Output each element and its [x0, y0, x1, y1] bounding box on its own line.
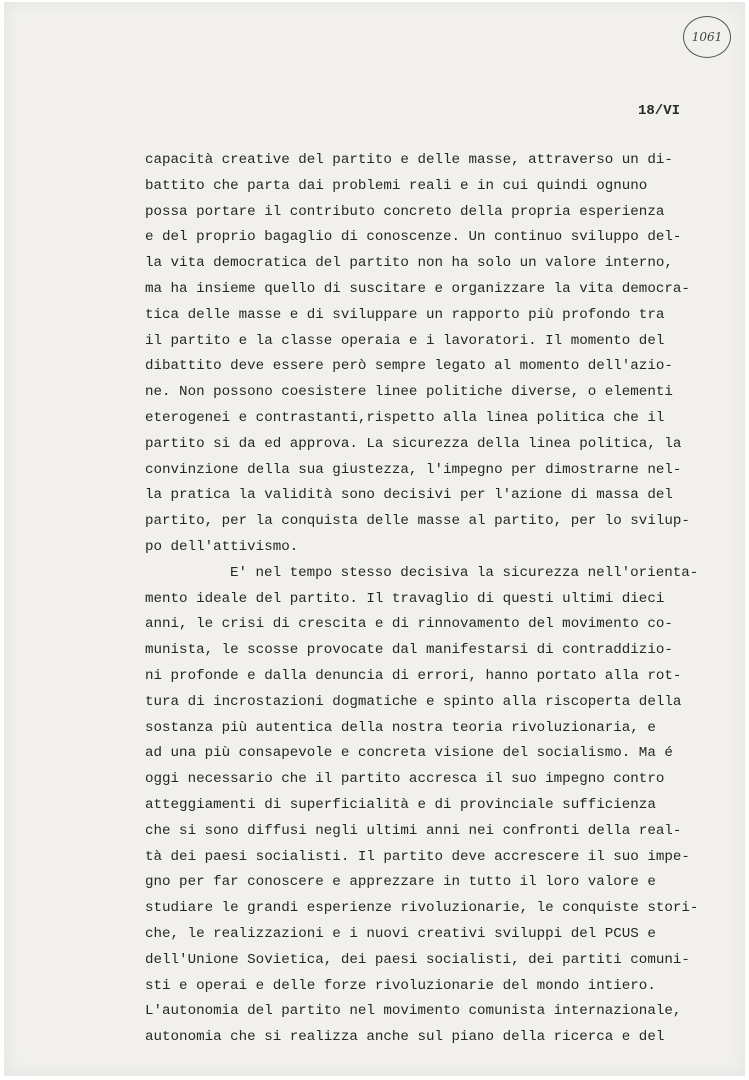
text-line: possa portare il contributo concreto della propria esperienza [145, 203, 665, 220]
text-line: e del proprio bagaglio di conoscenze. Un continuo sviluppo del- [145, 229, 682, 246]
text-line: dibattito deve essere però sempre legato al momento dell'azio- [145, 358, 673, 375]
text-line: la pratica la validità sono decisivi per l'azione di massa del [145, 487, 673, 504]
text-line: partito, per la conquista delle masse al partito, per lo svilup- [145, 513, 690, 530]
text-line: ma ha insieme quello di suscitare e organizzare la vita democra- [145, 280, 690, 297]
text-line: mento ideale del partito. Il travaglio di questi ultimi dieci [145, 590, 665, 607]
text-line: E' nel tempo stesso decisiva la sicurezza nell'orienta- [230, 564, 699, 581]
text-line: dell'Unione Sovietica, dei paesi socialisti, dei partiti comuni- [145, 951, 690, 968]
text-line: che, le realizzazioni e i nuovi creativi sviluppi del PCUS e [145, 925, 656, 942]
text-line: tica delle masse e di sviluppare un rapporto più profondo tra [145, 306, 665, 323]
text-line: convinzione della sua giustezza, l'impegno per dimostrarne nel- [145, 461, 682, 478]
archive-stamp [683, 16, 731, 58]
text-line: sostanza più autentica della nostra teoria rivoluzionaria, e [145, 719, 656, 736]
text-line: autonomia che si realizza anche sul piano della ricerca e del [145, 1029, 665, 1046]
text-line: munista, le scosse provocate dal manifestarsi di contraddizio- [145, 642, 673, 659]
text-line: partito si da ed approva. La sicurezza della linea politica, la [145, 435, 682, 452]
text-line: che si sono diffusi negli ultimi anni nei confronti della real- [145, 822, 682, 839]
body-text [145, 148, 715, 1051]
document-page [4, 2, 745, 1076]
text-line: ne. Non possono coesistere linee politiche diverse, o elementi [145, 384, 673, 401]
text-line: tura di incrostazioni dogmatiche e spinto alla riscoperta della [145, 693, 682, 710]
text-line: anni, le crisi di crescita e di rinnovamento del movimento co- [145, 616, 673, 633]
text-line: atteggiamenti di superficialità e di provinciale sufficienza [145, 796, 656, 813]
text-line: L'autonomia del partito nel movimento comunista internazionale, [145, 1003, 682, 1020]
text-line: il partito e la classe operaia e i lavoratori. Il momento del [145, 332, 665, 349]
text-line: eterogenei e contrastanti,rispetto alla linea politica che il [145, 409, 665, 426]
archive-stamp-number: 1061 [691, 30, 723, 44]
text-line: ni profonde e dalla denuncia di errori, hanno portato alla rot- [145, 667, 682, 684]
text-line: ad una più consapevole e concreta visione del socialismo. Ma é [145, 745, 673, 762]
page-number: 18/VI [638, 103, 681, 119]
text-line: sti e operai e delle forze rivoluzionarie del mondo intiero. [145, 977, 656, 994]
text-line: la vita democratica del partito non ha solo un valore interno, [145, 255, 673, 272]
text-line: tà dei paesi socialisti. Il partito deve accrescere il suo impe- [145, 848, 690, 865]
text-line: studiare le grandi esperienze rivoluzionarie, le conquiste stori- [145, 900, 699, 917]
text-line: oggi necessario che il partito accresca il suo impegno contro [145, 771, 665, 788]
text-line: gno per far conoscere e apprezzare in tutto il loro valore e [145, 874, 656, 891]
text-line: po dell'attivismo. [145, 538, 299, 555]
text-line: battito che parta dai problemi reali e in cui quindi ognuno [145, 177, 648, 194]
text-line: capacità creative del partito e delle masse, attraverso un di- [145, 152, 673, 168]
